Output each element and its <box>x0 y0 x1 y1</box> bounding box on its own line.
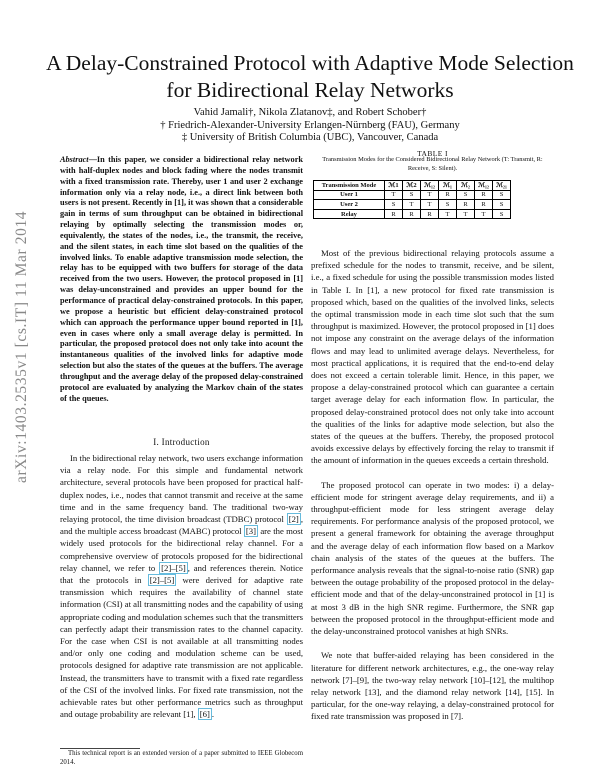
table-cell: T <box>475 209 493 219</box>
table-cell: R <box>403 209 421 219</box>
table-cell: R <box>421 209 439 219</box>
table-cell: S <box>493 200 511 210</box>
abstract-lead: Abstract <box>60 155 89 164</box>
section-heading-introduction: I. Introduction <box>153 437 210 447</box>
table-cell: S <box>457 190 475 200</box>
intro-text-segment: , and references therein. Notice that the protocols in <box>60 562 303 586</box>
table-cell: R <box>457 200 475 210</box>
author-block <box>60 107 560 145</box>
intro-text-segment: were derived for adaptive rate transmission which requires the availability of channel state information (CSI) at all transmitting nodes and the capability of using appropriate coding and modulation schemes such that the transmitters can perfectly adapt their transmission rates to the channel capacity. For the case when CSI is not available at all transmitting nodes and/or only one coding and modulation scheme can be used, protocols designed for adaptive rate transmission are not applicable. Instead, the transmitters have to transmit with a fixed rate regardless of the CSI of the involved links. For fixed rate transmission, not the achievable rates but other performance metrics such as throughput and outage probability are relevant [1], <box>60 575 303 720</box>
citation-link[interactable]: [2]–[5] <box>161 562 186 573</box>
table-cell: R <box>475 200 493 210</box>
abstract-text: —In this paper, we consider a bidirectional relay network with half-duplex nodes and block fading where the nodes transmit with a fixed transmission rate. Thereby, user 1 and user 2 exchange information only via a relay node, i.e., a direct link between both users is not present. Recently in [1], it was shown that a considerable gain in terms of sum throughput can be obtained in bidirectional relaying by optimally selecting the transmission modes or, equivalently, the states of the nodes, i.e., the transmit, the receive, and the silent states, in each time slot based on the qualities of the involved links. To enable adaptive transmission mode selection, the relay has to be equipped with two buffers for storage of the data received from the two users. However, the protocol proposed in [1] was delay-unconstrained and provides an upper bound for the performance of practical delay-constrained protocols. In this paper, we propose a heuristic but efficient delay-constrained protocol which can approach the performance upper bound reported in [1], even in cases where only a small average delay is permitted. In particular, the proposed protocol does not only take into acount the instantaneous qualities of the involved links for adaptive mode selection but also the states of the queues at the buffers. The average throughput and the average delay of the proposed delay-constrained protocol are evaluated by analyzing the Markov chain of the states of the queues. <box>60 155 303 403</box>
arxiv-identifier: arXiv:1403.2535v1 [cs.IT] 11 Mar 2014 <box>13 210 30 483</box>
affiliation-fau: † Friedrich-Alexander-University Erlangen-Nürnberg (FAU), Germany <box>160 119 460 131</box>
table-cell: T <box>457 209 475 219</box>
transmission-mode-table <box>313 180 511 219</box>
table-header-cell: ℳ2 <box>403 181 421 191</box>
author-names: Vahid Jamali†, Nikola Zlatanov‡, and Robert Schober† <box>193 107 427 118</box>
table-cell: R <box>475 190 493 200</box>
citation-link[interactable]: [2] <box>288 514 299 525</box>
intro-paragraph <box>60 452 303 720</box>
body-paragraph: The proposed protocol can operate in two modes: i) a delay-efficient mode for stringent average delay requirements, and ii) a throughput-efficient mode for less stringent average delay requirements. For performance analysis of the proposed protocol, we present a general framework for obtaining the average throughput and the average delay of each information flow based on a Markov chain analysis of the states of the queues at the buffers. The performance analysis reveals that the signal-to-noise ratio (SNR) gap between the outage probability of the proposed protocol in the delay-efficient mode and that of the delay-unconstrained protocol in [1] is at most 3 dB in the high SNR regime. Furthermore, the SNR gap between the proposed protocol in the throughput-efficient mode and the delay-unconstrained protocol vanishes at high SNRs. <box>311 479 554 637</box>
table-cell: S <box>385 200 403 210</box>
table-caption: Transmission Modes for the Considered Bidirectional Relay Network (T: Transmit, R: Receive, S: Silent). <box>322 156 543 172</box>
paper-title: A Delay-Constrained Protocol with Adaptive Mode Selection for Bidirectional Relay Networks <box>46 51 574 102</box>
introduction-text <box>60 452 303 720</box>
citation-link[interactable]: [3] <box>245 526 257 537</box>
body-paragraph: We note that buffer-aided relaying has been considered in the literature for different network architectures, e.g., the one-way relay network [7]–[9], the two-way relay network [10]–[12], the multihop relay network [13], and the diamond relay network [14], [15]. In particular, for the one-way relaying, a delay-constrained protocol for fixed rate transmission was proposed in [7]. <box>311 650 554 722</box>
body-paragraph: Most of the previous bidirectional relaying protocols assume a prefixed schedule for the nodes to transmit, receive, and be silent, i.e., a fixed schedule for using the possible transmission modes listed in Table I. In [1], a new protocol for fixed rate transmission is proposed which, based on the qualities of the involved links, selects the optimal transmission mode in each time slot such that the sum throughput is maximized. However, the protocol proposed in [1] does not impose any constraint on the average delays of the information flows and may lead to unlimited average delays. Nevertheless, for most practical applications, it is required that the end-to-end delay does not exceed a certain tolerable limit. Hence, in this paper, we propose a delay-constrained protocol which can guarantee a certain target average delay for each information flow. In particular, the proposed delay-constrained protocol does not only take into account the qualities of the links for adaptive mode selection, but also the states of the queues at the buffers. Thereby, the proposed protocol avoids excessive delays by effectively forcing the relay to transmit if the amount of information in the queues exceeds a certain threshold. <box>311 248 554 466</box>
table-cell: T <box>439 209 457 219</box>
table-cell: T <box>385 190 403 200</box>
table-row-label: User 1 <box>314 190 385 200</box>
table-label: TABLE I <box>417 149 448 158</box>
table-cell: S <box>493 209 511 219</box>
table-header-cell: ℳ₁₂ <box>421 181 439 191</box>
right-column-text <box>311 247 554 723</box>
intro-text-segment: In the bidirectional relay network, two users exchange information via a relay node. For this simple and fundamental network architecture, several protocols have been proposed for practical half-duplex nodes, i.e., nodes that cannot transmit and receive at the same time and in the same frequency band. The traditional two-way relaying protocol, the time division broadcast (TDBC) protocol <box>60 453 303 525</box>
table-header-cell: ℳ₁ <box>439 181 457 191</box>
table-header-cell: ℳ₂ <box>457 181 475 191</box>
table-cell: R <box>385 209 403 219</box>
intro-text-segment: , and the multiple access broadcast (MABC) protocol <box>60 514 303 537</box>
intro-text-segment: . <box>211 709 215 720</box>
table-cell: S <box>403 190 421 200</box>
table-cell: S <box>493 190 511 200</box>
table-header-cell: Transmission Mode <box>314 181 385 191</box>
table-row <box>314 190 511 200</box>
footnote-rule <box>60 748 140 749</box>
table-row <box>314 200 511 210</box>
table-header-row <box>314 181 511 191</box>
intro-text-segment: are the most widely used protocols for the bidirectional relay channel. For a comprehensive overview of protocols proposed for the bidirectional relay channel, we refer to <box>60 526 303 573</box>
citation-link[interactable]: [2]–[5] <box>149 575 175 586</box>
table-row-label: User 2 <box>314 200 385 210</box>
table-cell: R <box>439 190 457 200</box>
abstract <box>60 155 303 404</box>
table-cell: S <box>439 200 457 210</box>
footnote: This technical report is an extended version of a paper submitted to IEEE Globecom 2014. <box>60 750 303 766</box>
citation-link[interactable]: [6] <box>199 709 210 720</box>
table-row <box>314 209 511 219</box>
table-header-cell: ℳ₂₁ <box>493 181 511 191</box>
table-header-cell: ℳ₁₂ <box>475 181 493 191</box>
table-cell: T <box>403 200 421 210</box>
table-cell: T <box>421 200 439 210</box>
table-row-label: Relay <box>314 209 385 219</box>
table-header-cell: ℳ1 <box>385 181 403 191</box>
table-cell: T <box>421 190 439 200</box>
affiliation-ubc: ‡ University of British Columbia (UBC), Vancouver, Canada <box>181 132 439 143</box>
